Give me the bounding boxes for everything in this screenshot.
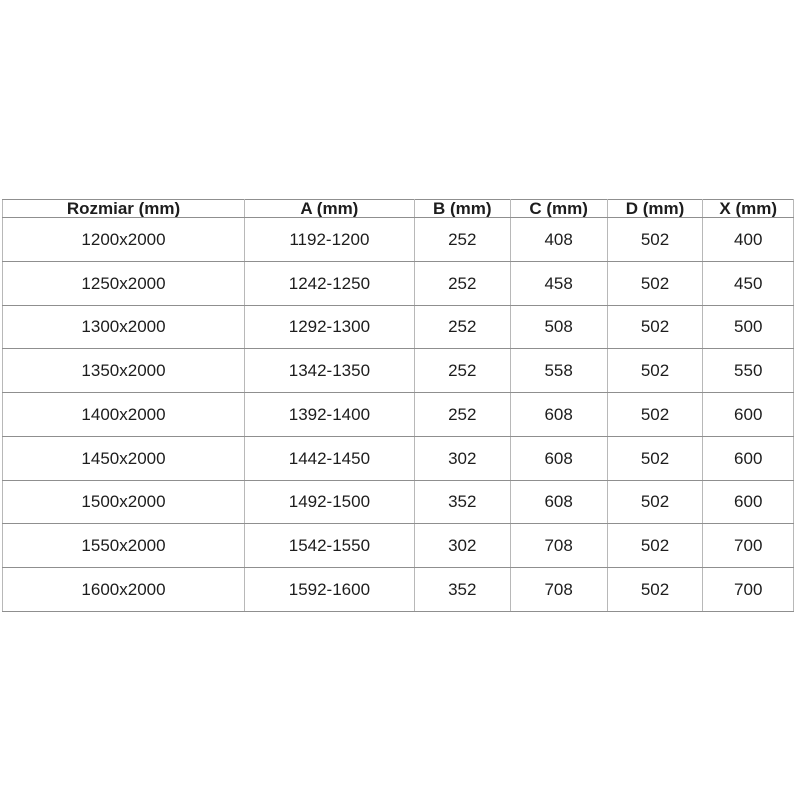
table-cell: 450 [703, 261, 794, 305]
table-cell: 400 [703, 218, 794, 262]
table-cell: 1392-1400 [245, 393, 415, 437]
table-row [3, 218, 794, 262]
table-cell: 352 [414, 568, 510, 612]
table-cell: 352 [414, 480, 510, 524]
table-cell: 502 [607, 524, 703, 568]
table-cell: 1242-1250 [245, 261, 415, 305]
table-cell: 252 [414, 305, 510, 349]
table-cell: 708 [510, 524, 607, 568]
table-row [3, 261, 794, 305]
column-header: Rozmiar (mm) [3, 200, 245, 218]
table-row [3, 436, 794, 480]
column-header: C (mm) [510, 200, 607, 218]
table-cell: 1550x2000 [3, 524, 245, 568]
table-cell: 1450x2000 [3, 436, 245, 480]
table-cell: 600 [703, 436, 794, 480]
table-row [3, 349, 794, 393]
table-cell: 302 [414, 436, 510, 480]
table-cell: 1600x2000 [3, 568, 245, 612]
table-cell: 408 [510, 218, 607, 262]
table-cell: 1592-1600 [245, 568, 415, 612]
table-cell: 1342-1350 [245, 349, 415, 393]
column-header: D (mm) [607, 200, 703, 218]
table-cell: 558 [510, 349, 607, 393]
table-cell: 458 [510, 261, 607, 305]
table-cell: 700 [703, 568, 794, 612]
table-cell: 502 [607, 261, 703, 305]
table-cell: 252 [414, 349, 510, 393]
table-row [3, 568, 794, 612]
table-cell: 1542-1550 [245, 524, 415, 568]
table-cell: 1292-1300 [245, 305, 415, 349]
table-cell: 1442-1450 [245, 436, 415, 480]
table-cell: 1492-1500 [245, 480, 415, 524]
table-header [3, 200, 794, 218]
table-cell: 1500x2000 [3, 480, 245, 524]
table-cell: 502 [607, 436, 703, 480]
table-cell: 600 [703, 480, 794, 524]
table-cell: 502 [607, 480, 703, 524]
table-row [3, 393, 794, 437]
table-cell: 252 [414, 393, 510, 437]
table-cell: 608 [510, 436, 607, 480]
table-cell: 1350x2000 [3, 349, 245, 393]
table-cell: 302 [414, 524, 510, 568]
table-cell: 708 [510, 568, 607, 612]
table-cell: 500 [703, 305, 794, 349]
table-cell: 1300x2000 [3, 305, 245, 349]
table-cell: 608 [510, 393, 607, 437]
table-body [3, 218, 794, 612]
table-cell: 502 [607, 218, 703, 262]
column-header: B (mm) [414, 200, 510, 218]
table-cell: 502 [607, 393, 703, 437]
table-row [3, 480, 794, 524]
column-header: X (mm) [703, 200, 794, 218]
table-cell: 600 [703, 393, 794, 437]
table-header-row [3, 200, 794, 218]
table-row [3, 524, 794, 568]
table-cell: 502 [607, 349, 703, 393]
table-cell: 502 [607, 568, 703, 612]
table-cell: 1250x2000 [3, 261, 245, 305]
table-cell: 700 [703, 524, 794, 568]
table-cell: 550 [703, 349, 794, 393]
table-row [3, 305, 794, 349]
table-cell: 508 [510, 305, 607, 349]
table-cell: 1200x2000 [3, 218, 245, 262]
table-cell: 502 [607, 305, 703, 349]
column-header: A (mm) [245, 200, 415, 218]
table-cell: 252 [414, 218, 510, 262]
table-cell: 1400x2000 [3, 393, 245, 437]
size-chart-table [2, 199, 794, 612]
table-cell: 608 [510, 480, 607, 524]
table-cell: 252 [414, 261, 510, 305]
table-cell: 1192-1200 [245, 218, 415, 262]
